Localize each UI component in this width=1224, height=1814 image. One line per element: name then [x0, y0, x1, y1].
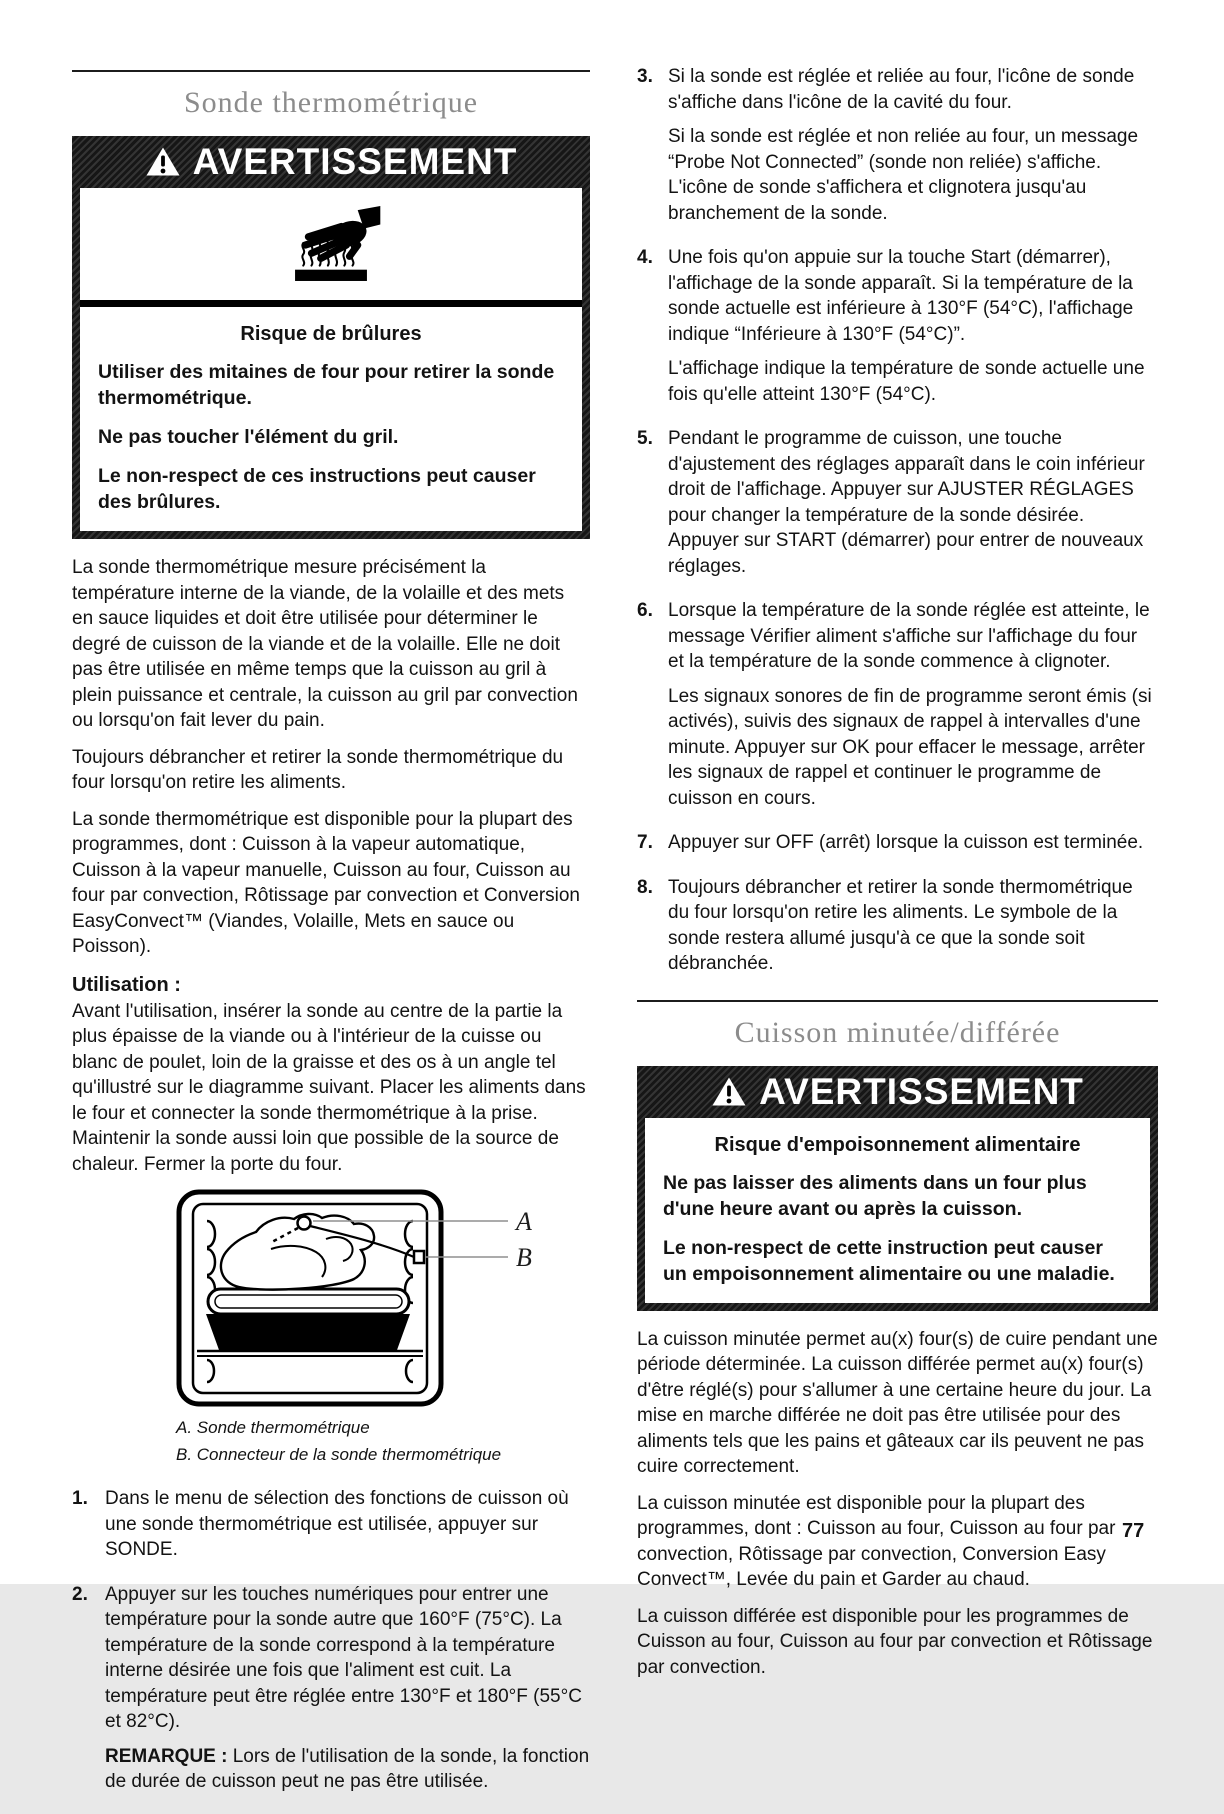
- list-item: [637, 875, 1158, 986]
- list-item: [637, 598, 1158, 820]
- list-number: 1.: [72, 1488, 88, 1509]
- warning-header-label: AVERTISSEMENT: [759, 1070, 1084, 1112]
- list-number: 2.: [72, 1583, 88, 1605]
- list-item: [72, 1582, 590, 1804]
- list-number: 5.: [637, 428, 653, 449]
- body-paragraph: La sonde thermométrique est disponible pour la plupart des programmes, dont : Cuisson à la vapeur automatique, Cuisson à la vapeur manuelle, Cuisson au four, Cuisson au four par convection, Rôtissage par convection et Conversion EasyConvect™ (Viandes, Volaille, Mets en sauce ou Poisson).: [72, 808, 580, 957]
- list-item: [637, 245, 1158, 416]
- left-column: [72, 70, 590, 1814]
- usage-paragraph: Avant l'utilisation, insérer la sonde au centre de la partie la plus épaisse de la viande ou à l'intérieur de la cuisse ou blanc de poulet, loin de la graisse et des os à un angle tel qu'illustré sur le diagramme suivant. Placer les aliments dans le four et connecter la sonde thermométrique à la prise. Maintenir la sonde aussi loin que possible de la source de chaleur. Fermer la porte du four.: [72, 1000, 586, 1175]
- warning-line: Le non-respect de cette instruction peut causer un empoisonnement alimentaire ou une maladie.: [663, 1236, 1115, 1285]
- diagram-caption-b: B. Connecteur de la sonde thermométrique: [176, 1445, 502, 1464]
- list-paragraph: Dans le menu de sélection des fonctions de cuisson où une sonde thermométrique est utilisée, appuyer sur SONDE.: [105, 1488, 569, 1560]
- warning-line: Ne pas toucher l'élément du gril.: [98, 426, 399, 448]
- list-paragraph: Lorsque la température de la sonde réglée est atteinte, le message Vérifier aliment s'affiche sur l'affichage du four et la température de la sonde commence à clignoter.: [668, 600, 1150, 672]
- list-item: [72, 1486, 590, 1572]
- warning-icon-area: [80, 188, 582, 307]
- warning-line: Le non-respect de ces instructions peut causer des brûlures.: [98, 465, 536, 513]
- list-number: 4.: [637, 247, 653, 268]
- list-paragraph: Appuyer sur OFF (arrêt) lorsque la cuisson est terminée.: [668, 832, 1144, 853]
- body-paragraph: La cuisson minutée permet au(x) four(s) de cuire pendant une période déterminée. La cuisson différée permet au(x) four(s) d'être réglé(s) pour s'allumer à une certaine heure du jour. La mise en marche différée ne doit pas être utilisée pour des aliments tels que les pains et gâteaux car ils peuvent ne pas cuire correctement.: [637, 1328, 1158, 1477]
- list-item: [637, 426, 1158, 588]
- oven-diagram-svg: [176, 1188, 590, 1410]
- section-title-sonde: Sonde thermométrique: [183, 86, 479, 119]
- note-text: Lors de l'utilisation de la sonde, la fonction de durée de cuisson peut ne pas être utilisée.: [105, 1745, 590, 1792]
- warning-box-food-poisoning: [637, 1066, 1158, 1311]
- warning-header-label: AVERTISSEMENT: [192, 141, 518, 182]
- list-paragraph: L'affichage indique la température de sonde actuelle une fois qu'elle atteint 130°F (54°C).: [668, 358, 1145, 405]
- list-note: [105, 1744, 590, 1795]
- diagram-caption-a: A. Sonde thermométrique: [176, 1418, 370, 1437]
- body-paragraph: La sonde thermométrique mesure précisément la température interne de la viande, de la volaille et des mets en sauce liquides et doit être utilisée pour déterminer le degré de cuisson de la viande et de la volaille. Elle ne doit pas être utilisée en même temps que la cuisson au gril à plein puissance et centrale, la cuisson au gril par convection ou lorsqu'on fait lever du pain.: [72, 557, 578, 731]
- warning-heading: Risque d'empoisonnement alimentaire: [714, 1133, 1081, 1156]
- warning-line: Ne pas laisser des aliments dans un four plus d'une heure avant ou après la cuisson.: [663, 1171, 1087, 1220]
- warning-box-burns: [72, 136, 590, 539]
- warning-header: [80, 136, 582, 188]
- warning-header: [645, 1066, 1150, 1118]
- body-paragraph: Toujours débrancher et retirer la sonde thermométrique du four lorsqu'on retire les aliments.: [72, 746, 564, 793]
- section-rule: [72, 70, 590, 72]
- warning-triangle-icon: [145, 146, 181, 178]
- page-number: 77: [1122, 1520, 1145, 1542]
- note-label: REMARQUE :: [105, 1745, 228, 1767]
- list-paragraph: Une fois qu'on appuie sur la touche Start (démarrer), l'affichage de la sonde apparaît. Si la température de la sonde actuelle est inférieure à 130°F (54°C), l'affichage indique “Inférieure à 130°F (54°C)”.: [668, 247, 1134, 345]
- warning-line: Utiliser des mitaines de four pour retirer la sonde thermométrique.: [98, 361, 555, 409]
- warning-heading: Risque de brûlures: [240, 323, 422, 345]
- list-item: [637, 64, 1158, 235]
- section-title-cuisson: Cuisson minutée/différée: [734, 1015, 1061, 1049]
- list-paragraph: Si la sonde est réglée et reliée au four, l'icône de sonde s'affiche dans l'icône de la cavité du four.: [668, 66, 1135, 113]
- list-number: 8.: [637, 876, 653, 898]
- body-paragraph: La cuisson différée est disponible pour les programmes de Cuisson au four, Cuisson au four par convection et Rôtissage par convection.: [637, 1605, 1153, 1678]
- list-number: 7.: [637, 832, 653, 853]
- list-number: 6.: [637, 600, 653, 621]
- section-rule: [637, 1000, 1158, 1002]
- hot-surface-hand-icon: [281, 206, 381, 282]
- list-number: 3.: [637, 66, 653, 87]
- list-paragraph: Les signaux sonores de fin de programme seront émis (si activés), suivis des signaux de rappel à intervalles d'une minute. Appuyer sur OK pour effacer le message, arrêter les signaux de rappel et continuer le programme de cuisson en cours.: [668, 685, 1152, 809]
- diagram-label-a: A: [516, 1207, 532, 1236]
- list-paragraph: Appuyer sur les touches numériques pour entrer une température pour la sonde autre que 160°F (75°C). La température de la sonde correspond à la température interne désirée une fois que l'aliment est cuit. La température peut être réglée entre 130°F et 180°F (55°C et 82°C).: [105, 1583, 582, 1732]
- list-item: [637, 830, 1158, 865]
- warning-triangle-icon: [711, 1076, 747, 1108]
- list-paragraph: Si la sonde est réglée et non reliée au four, un message “Probe Not Connected” (sonde non reliée) s'affiche. L'icône de sonde s'affichera et clignotera jusqu'au branchement de la sonde.: [668, 126, 1139, 224]
- list-paragraph: Pendant le programme de cuisson, une touche d'ajustement des réglages apparaît dans le coin inférieur droit de l'affichage. Appuyer sur AJUSTER RÉGLAGES pour changer la température de la sonde désirée. Appuyer sur START (démarrer) pour entrer de nouveaux réglages.: [668, 428, 1145, 577]
- oven-diagram: [72, 1188, 590, 1410]
- right-column: [637, 58, 1158, 1691]
- warning-text: [645, 1118, 1150, 1303]
- diagram-label-b: B: [516, 1243, 532, 1272]
- warning-text: [80, 307, 582, 531]
- usage-heading: Utilisation :: [72, 973, 181, 996]
- list-paragraph: Toujours débrancher et retirer la sonde thermométrique du four lorsqu'on retire les aliments. Le symbole de la sonde restera allumé jusqu'à ce que la sonde soit débranchée.: [668, 876, 1133, 974]
- body-paragraph: La cuisson minutée est disponible pour la plupart des programmes, dont : Cuisson au four, Cuisson au four par convection, Rôtissage par convection, Conversion Easy Convect™, Levée du pain et Garder au chaud.: [637, 1492, 1116, 1590]
